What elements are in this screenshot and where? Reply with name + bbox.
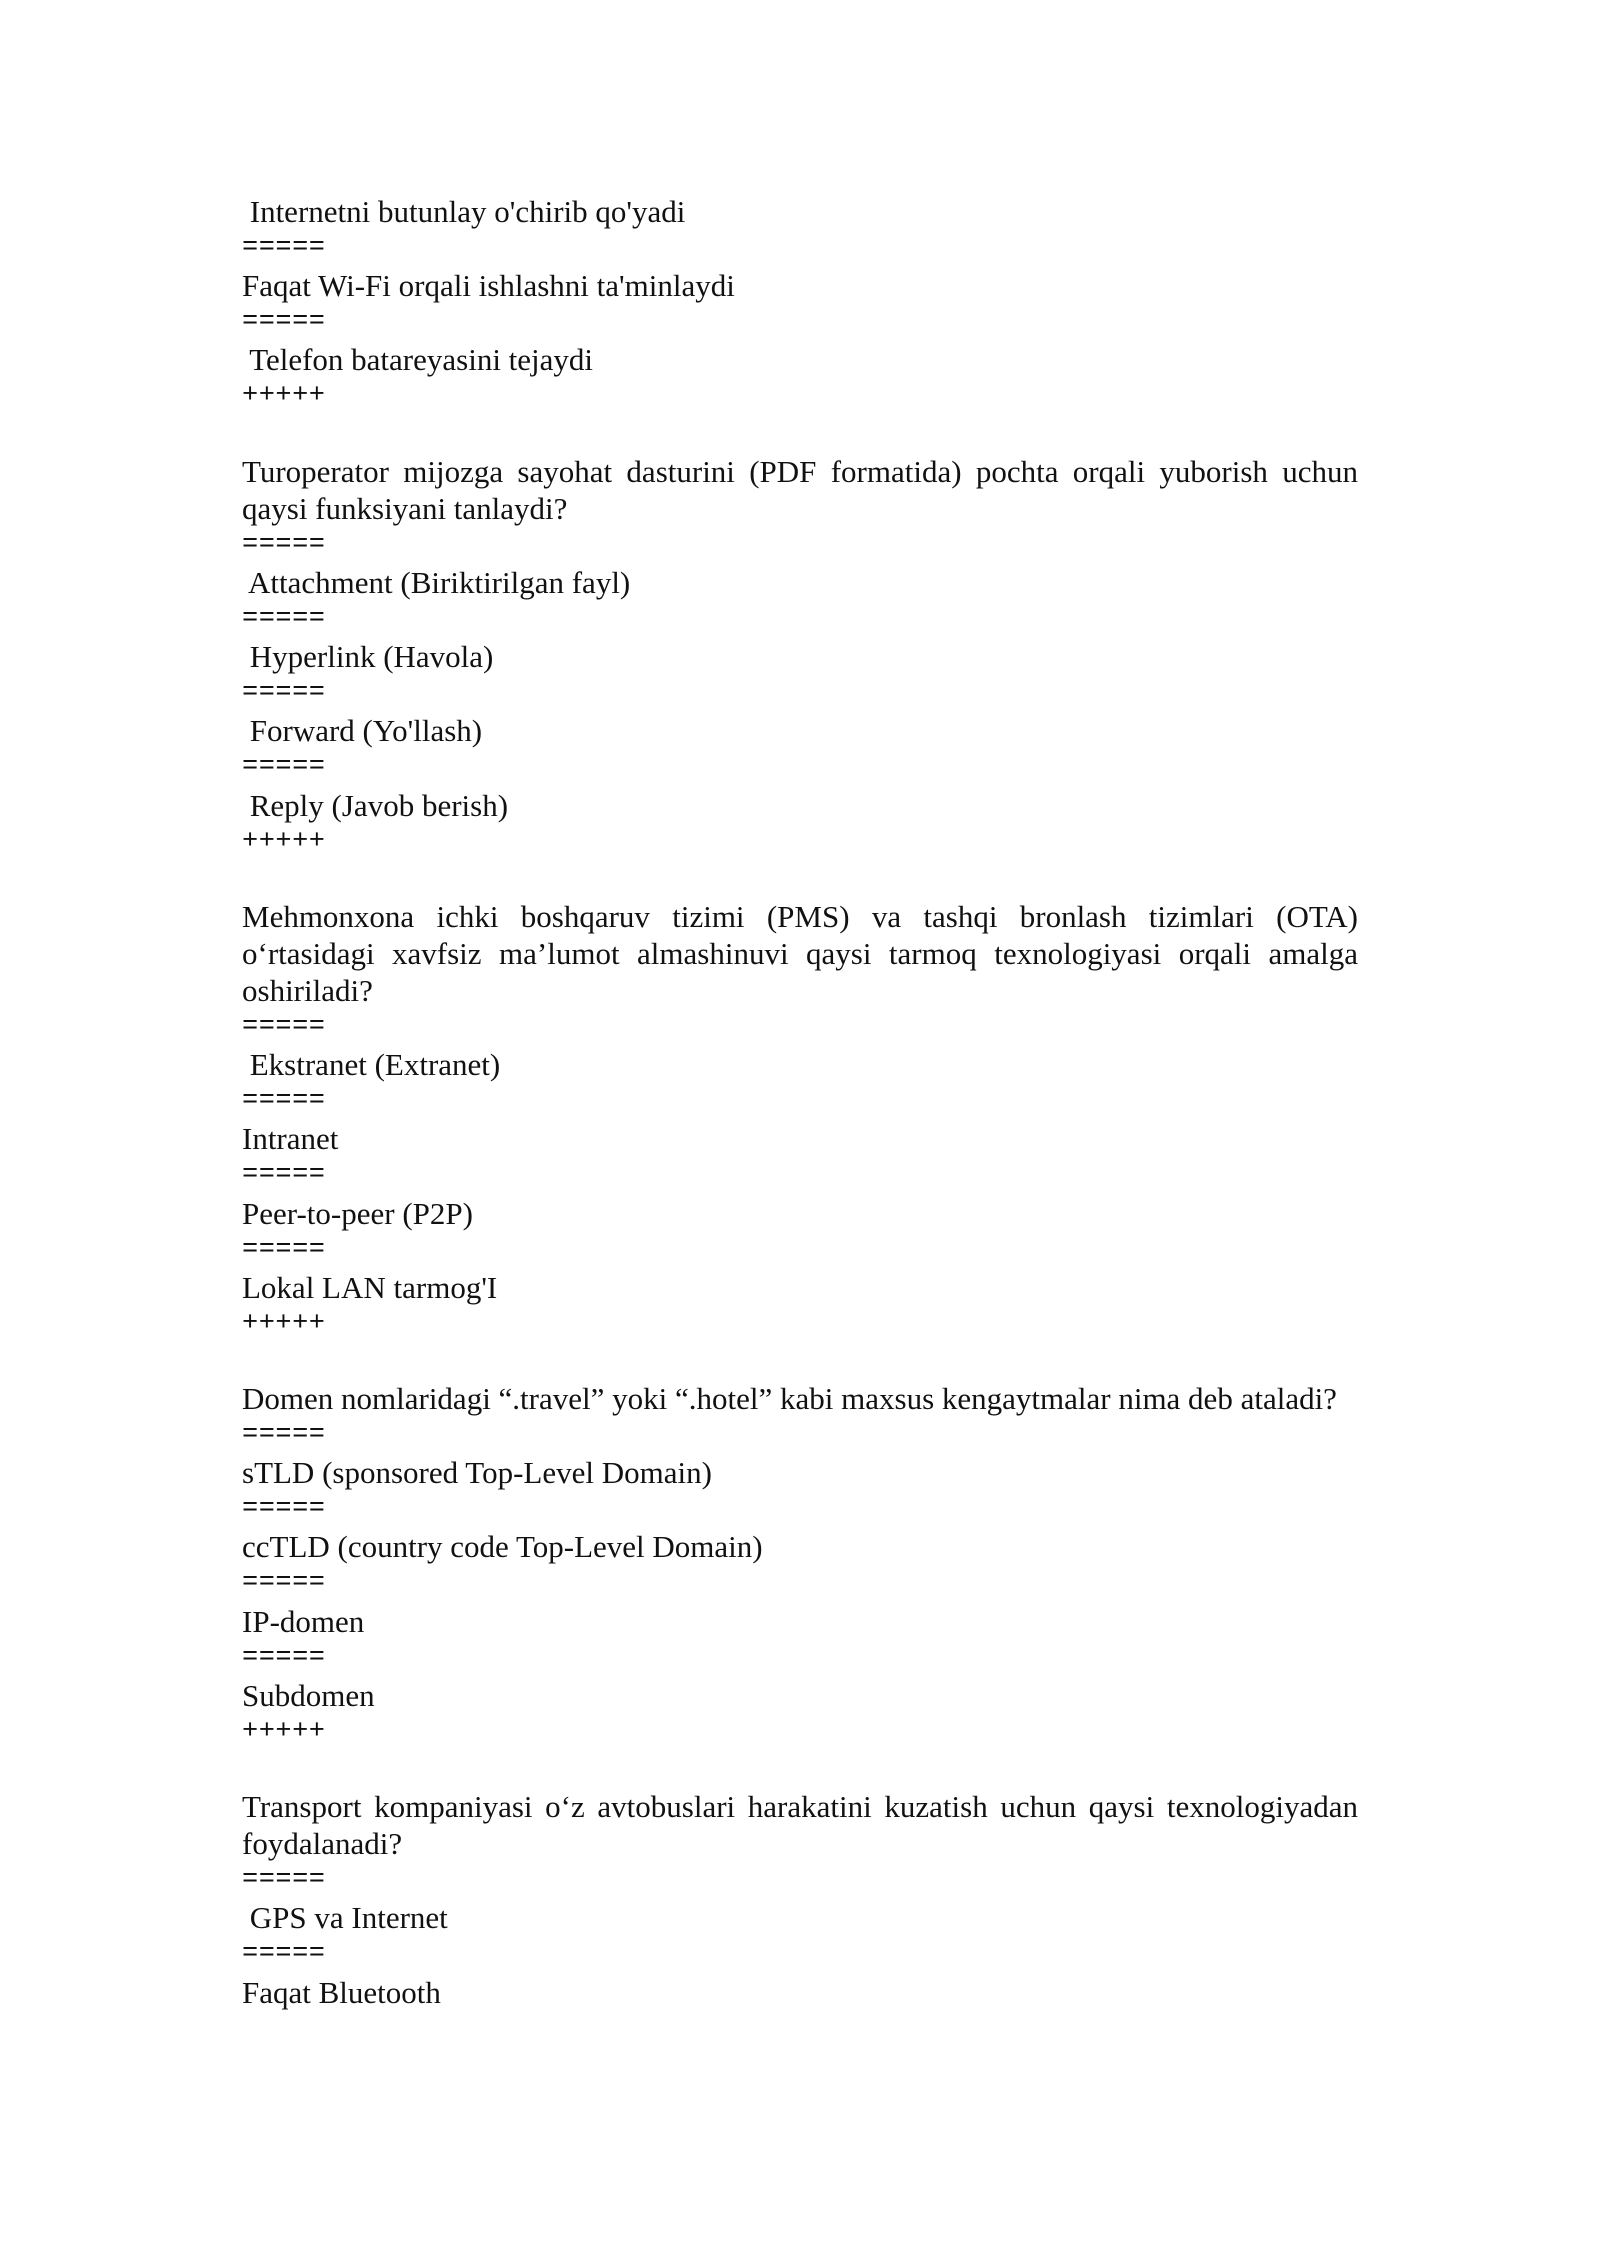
option-separator: ===== bbox=[242, 1568, 326, 1599]
document-page bbox=[242, 193, 1358, 2011]
option-separator: ===== bbox=[242, 1234, 326, 1265]
option-separator: ===== bbox=[242, 604, 326, 635]
answer-option: Internetni butunlay o'chirib qo'yadi bbox=[242, 194, 686, 229]
question-text: Domen nomlaridagi “.travel” yoki “.hotel” kabi maxsus kengaytmalar nima deb ataladi? bbox=[242, 1381, 1337, 1416]
answer-option: GPS va Internet bbox=[242, 1900, 448, 1936]
answer-option: Faqat Bluetooth bbox=[242, 1974, 441, 2010]
answer-option: ccTLD (country code Top-Level Domain) bbox=[242, 1529, 763, 1565]
answer-option: Forward (Yo'llash) bbox=[242, 713, 483, 749]
option-separator: ===== bbox=[242, 752, 326, 783]
question-separator: +++++ bbox=[242, 381, 326, 412]
option-separator: ===== bbox=[242, 307, 326, 338]
answer-option: IP-domen bbox=[242, 1603, 365, 1639]
answer-option: Lokal LAN tarmog'I bbox=[242, 1269, 498, 1305]
question-separator: +++++ bbox=[242, 1716, 326, 1747]
question-separator: +++++ bbox=[242, 826, 326, 857]
question-text: Mehmonxona ichki boshqaruv tizimi (PMS) va tashqi bronlash tizimlari (OTA) o‘rtasidagi xavfsiz ma’lumot almashinuvi qaysi tarmoq texnologiyasi orqali amalga oshiriladi? bbox=[242, 898, 1358, 1008]
option-separator: ===== bbox=[242, 1086, 326, 1117]
option-separator: ===== bbox=[242, 1642, 326, 1673]
answer-option: sTLD (sponsored Top-Level Domain) bbox=[242, 1455, 712, 1491]
option-separator: ===== bbox=[242, 1494, 326, 1525]
answer-option: Ekstranet (Extranet) bbox=[242, 1047, 501, 1083]
answer-option: Faqat Wi-Fi orqali ishlashni ta'minlaydi bbox=[242, 268, 735, 304]
blank-line bbox=[242, 1343, 1358, 1380]
answer-option: Hyperlink (Havola) bbox=[242, 639, 494, 675]
option-separator: ===== bbox=[242, 233, 326, 264]
blank-line bbox=[242, 1751, 1358, 1788]
answer-option: Subdomen bbox=[242, 1677, 375, 1713]
answer-option: Intranet bbox=[242, 1121, 339, 1157]
option-separator: ===== bbox=[242, 1865, 326, 1896]
option-separator: ===== bbox=[242, 678, 326, 709]
blank-line bbox=[242, 416, 1358, 453]
answer-option: Attachment (Biriktirilgan fayl) bbox=[242, 564, 631, 600]
question-text: Transport kompaniyasi o‘z avtobuslari harakatini kuzatish uchun qaysi texnologiyadan foydalanadi? bbox=[242, 1789, 1358, 1862]
option-separator: ===== bbox=[242, 1420, 326, 1451]
question-separator: +++++ bbox=[242, 1308, 326, 1339]
option-separator: ===== bbox=[242, 1012, 326, 1043]
answer-option: Reply (Javob berish) bbox=[242, 787, 509, 823]
option-separator: ===== bbox=[242, 529, 326, 560]
option-separator: ===== bbox=[242, 1160, 326, 1191]
blank-line bbox=[242, 861, 1358, 898]
answer-option: Telefon batareyasini tejaydi bbox=[242, 342, 594, 378]
question-text: Turoperator mijozga sayohat dasturini (PDF formatida) pochta orqali yuborish uchun qaysi funksiyani tanlaydi? bbox=[242, 453, 1358, 526]
answer-option: Peer-to-peer (P2P) bbox=[242, 1195, 473, 1231]
option-separator: ===== bbox=[242, 1939, 326, 1970]
